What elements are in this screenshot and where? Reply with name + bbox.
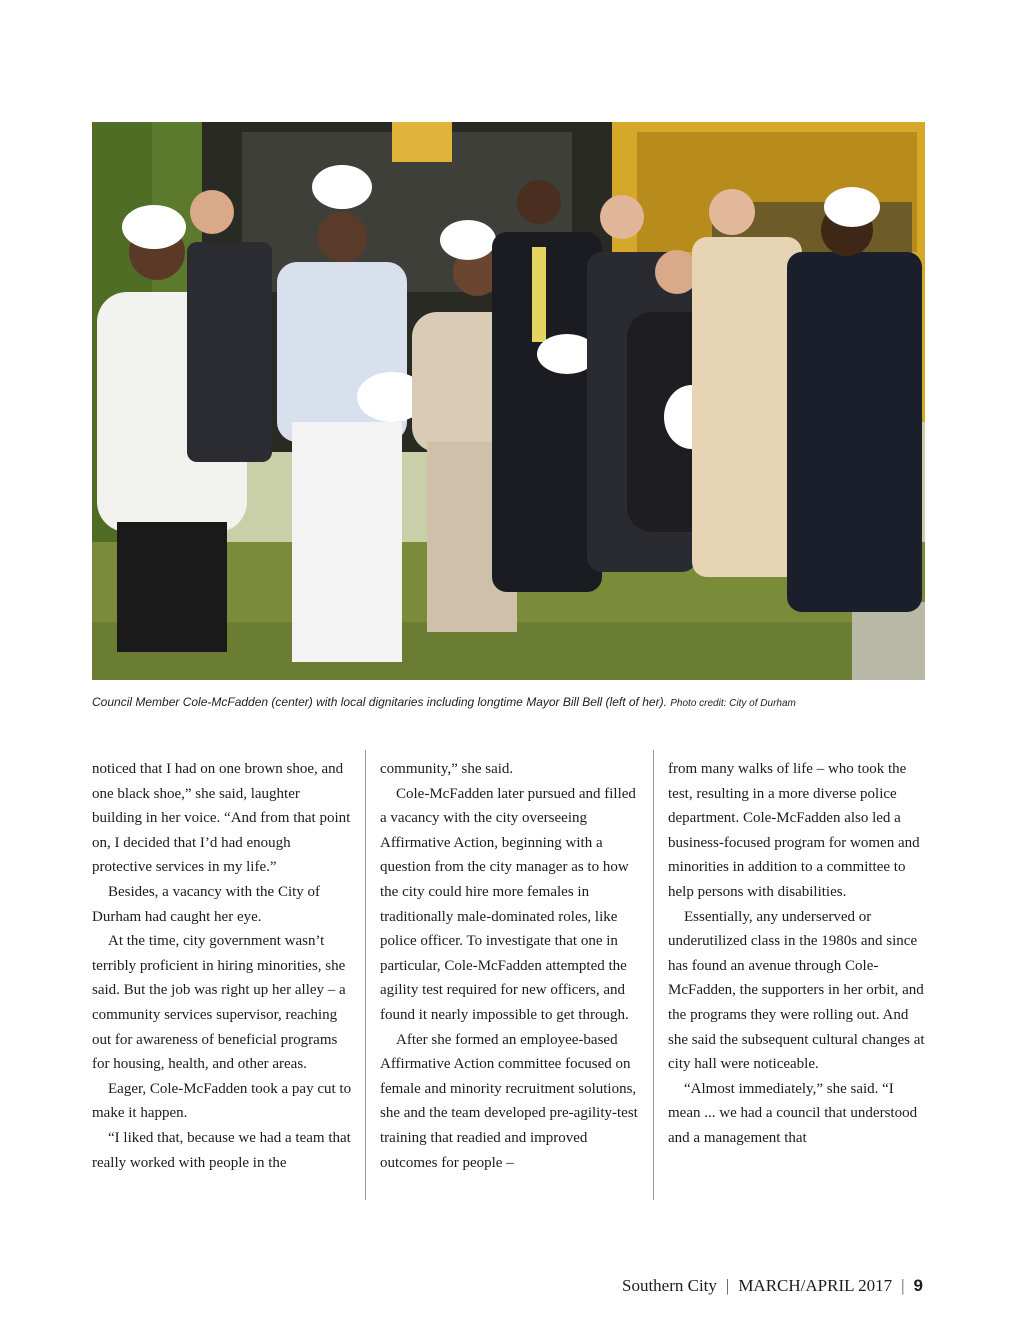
- paragraph: After she formed an employee-based Affirmative Action committee focused on female and minority recruitment solutions, she and the team developed pre-agility-test training that readied and improved outcomes for people –: [380, 1031, 638, 1171]
- paragraph: “I liked that, because we had a team that really worked with people in the: [92, 1129, 351, 1171]
- article-column-3: [668, 757, 930, 1151]
- paragraph: “Almost immediately,” she said. “I mean ... we had a council that understood and a management that: [668, 1080, 918, 1146]
- column-divider: [365, 750, 366, 1200]
- paragraph: from many walks of life – who took the test, resulting in a more diverse police department. Cole-McFadden also led a business-focused program for women and minorities in addition to a committee to help persons with disabilities.: [668, 761, 920, 900]
- page-number: 9: [913, 1276, 923, 1295]
- page-footer: [622, 1276, 923, 1296]
- caption-text: Council Member Cole-McFadden (center) with local dignitaries including longtime Mayor Bill Bell (left of her).: [92, 695, 667, 709]
- article-column-1: [92, 757, 352, 1175]
- column-divider: [653, 750, 654, 1200]
- paragraph: community,” she said.: [380, 761, 514, 777]
- photo-caption: [92, 695, 932, 709]
- paragraph: Essentially, any underserved or underutilized class in the 1980s and since has found an avenue through Cole-McFadden, the supporters in her orbit, and the programs they were rolling out. And she said the subsequent cultural changes at city hall were noticeable.: [668, 908, 925, 1073]
- paragraph: At the time, city government wasn’t terribly proficient in hiring minorities, she said. But the job was right up her alley – a community services supervisor, reaching out for awareness of beneficial programs for housing, health, and other areas.: [92, 933, 346, 1073]
- issue-date: MARCH/APRIL 2017: [738, 1276, 893, 1295]
- paragraph: Besides, a vacancy with the City of Durham had caught her eye.: [92, 883, 321, 925]
- paragraph: Cole-McFadden later pursued and filled a vacancy with the city overseeing Affirmative Action, beginning with a question from the city manager as to how the city could hire more females in traditionally male-dominated roles, like police officer. To investigate that one in particular, Cole-McFadden attempted the agility test required for new officers, and found it nearly impossible to get through.: [380, 785, 636, 1023]
- paragraph: noticed that I had on one brown shoe, and one black shoe,” she said, laughter building in her voice. “And from that point on, I decided that I’d had enough protective services in my life.”: [92, 761, 351, 876]
- paragraph: Eager, Cole-McFadden took a pay cut to make it happen.: [92, 1080, 352, 1122]
- article-photo: [92, 122, 925, 680]
- footer-separator: |: [725, 1276, 730, 1295]
- group-photo-illustration: [92, 122, 925, 680]
- article-column-2: [380, 757, 640, 1175]
- photo-credit: Photo credit: City of Durham: [670, 698, 796, 709]
- footer-separator: |: [901, 1276, 905, 1295]
- publication-name: Southern City: [621, 1276, 717, 1295]
